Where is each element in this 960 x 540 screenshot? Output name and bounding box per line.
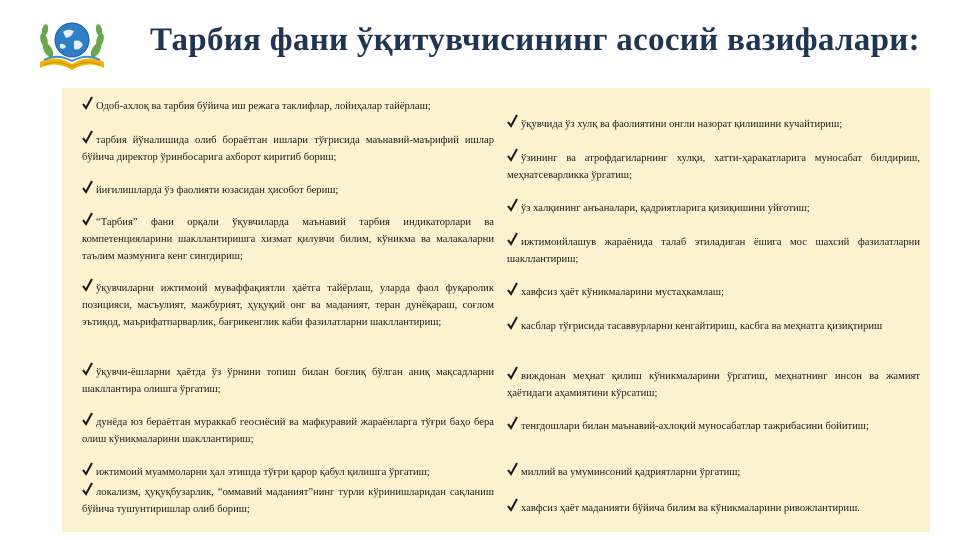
check-icon — [82, 130, 93, 144]
list-item: ижтимоийлашув жараёнида талаб этиладиган ёшига мос шахсий фазилатларни шакллантириш; — [507, 232, 920, 268]
check-icon — [507, 282, 518, 296]
check-icon — [82, 462, 93, 476]
list-item: хавфсиз ҳаёт маданияти бўйича билим ва кўникмаларини ривожлантириш. — [507, 498, 920, 517]
list-item: “Тарбия” фани орқали ўқувчиларда маънавий тарбия индикаторлари ва компетенцияларини шакллантиришга хизмат қилувчи билим, кўникма ва малакаларни таълим мазмунига кенг сингдириш; — [82, 212, 494, 265]
check-icon — [507, 316, 518, 330]
check-icon — [82, 96, 93, 110]
check-icon — [82, 278, 93, 292]
list-item: ўз халқининг анъаналари, қадриятларига қизиқишини уйғотиш; — [507, 198, 920, 217]
list-item: тарбия йўналишида олиб бораётган ишлари тўғрисида маънавий-маърифий ишлар бўйича директор ўринбосарига ахборот киритиб бориш; — [82, 130, 494, 166]
list-item: йиғилишларда ўз фаолияти юзасидан ҳисобот бериш; — [82, 180, 494, 199]
list-item: ижтимоий муаммоларни ҳал этишда тўғри қарор қабул қилишга ўргатиш; — [82, 462, 494, 481]
check-icon — [507, 114, 518, 128]
list-item: хавфсиз ҳаёт кўникмаларини мустаҳкамлаш; — [507, 282, 920, 301]
check-icon — [507, 232, 518, 246]
list-item: ўқувчиларни ижтимоий муваффақиятли ҳаётга тайёрлаш, уларда фаол фуқаролик позицияси, масъулият, мажбурият, ҳуқуқий онг ва маданият, теран дунёқараш, соғлом эътиқод, маърифатпарварлик, бағрикенглик каби фазилатларни шакллантириш; — [82, 278, 494, 331]
list-item: ўқувчи-ёшларни ҳаётда ўз ўрнини топиш билан боғлиқ бўлган аниқ мақсадларни шакллантира олишга ўргатиш; — [82, 362, 494, 398]
list-item: локализм, ҳуқуқбузарлик, “оммавий маданият”нинг турли кўринишларидан сақланиш бўйича тушунтиришлар олиб бориш; — [82, 482, 494, 518]
check-icon — [507, 416, 518, 430]
check-icon — [507, 498, 518, 512]
list-item: тенгдошлари билан маънавий-ахлоқий муносабатлар тажрибасини бойитиш; — [507, 416, 920, 435]
check-icon — [82, 212, 93, 226]
list-item: дунёда юз бераётган мураккаб геосиёсий ва мафкуравий жараёнларга тўғри баҳо бера олиш кўникмаларини шакллантириш; — [82, 412, 494, 448]
check-icon — [507, 462, 518, 476]
list-item: миллий ва умуминсоний қадриятларни ўргатиш; — [507, 462, 920, 481]
check-icon — [82, 180, 93, 194]
check-icon — [507, 148, 518, 162]
check-icon — [82, 482, 93, 496]
list-item: ўзининг ва атрофдагиларнинг хулқи, хатти-ҳаракатларига муносабат билдириш, меҳнатсеварликка ўргатиш; — [507, 148, 920, 184]
check-icon — [507, 198, 518, 212]
list-item: виждонан меҳнат қилиш кўникмаларини ўргатиш, меҳнатнинг инсон ва жамият ҳаётидаги аҳамиятини кўрсатиш; — [507, 366, 920, 402]
page-title: Тарбия фани ўқитувчисининг асосий вазифалари: — [150, 22, 920, 58]
list-item: ўқувчида ўз хулқ ва фаолиятини онгли назорат қилишини кучайтириш; — [507, 114, 920, 133]
check-icon — [507, 366, 518, 380]
list-item: Одоб-ахлоқ ва тарбия бўйича иш режага таклифлар, лойиҳалар тайёрлаш; — [82, 96, 494, 115]
check-icon — [82, 412, 93, 426]
globe-book-logo — [22, 10, 122, 80]
list-item: касблар тўғрисида тасаввурларни кенгайтириш, касбга ва меҳнатга қизиқтириш — [507, 316, 920, 335]
check-icon — [82, 362, 93, 376]
content-panel — [62, 88, 930, 532]
